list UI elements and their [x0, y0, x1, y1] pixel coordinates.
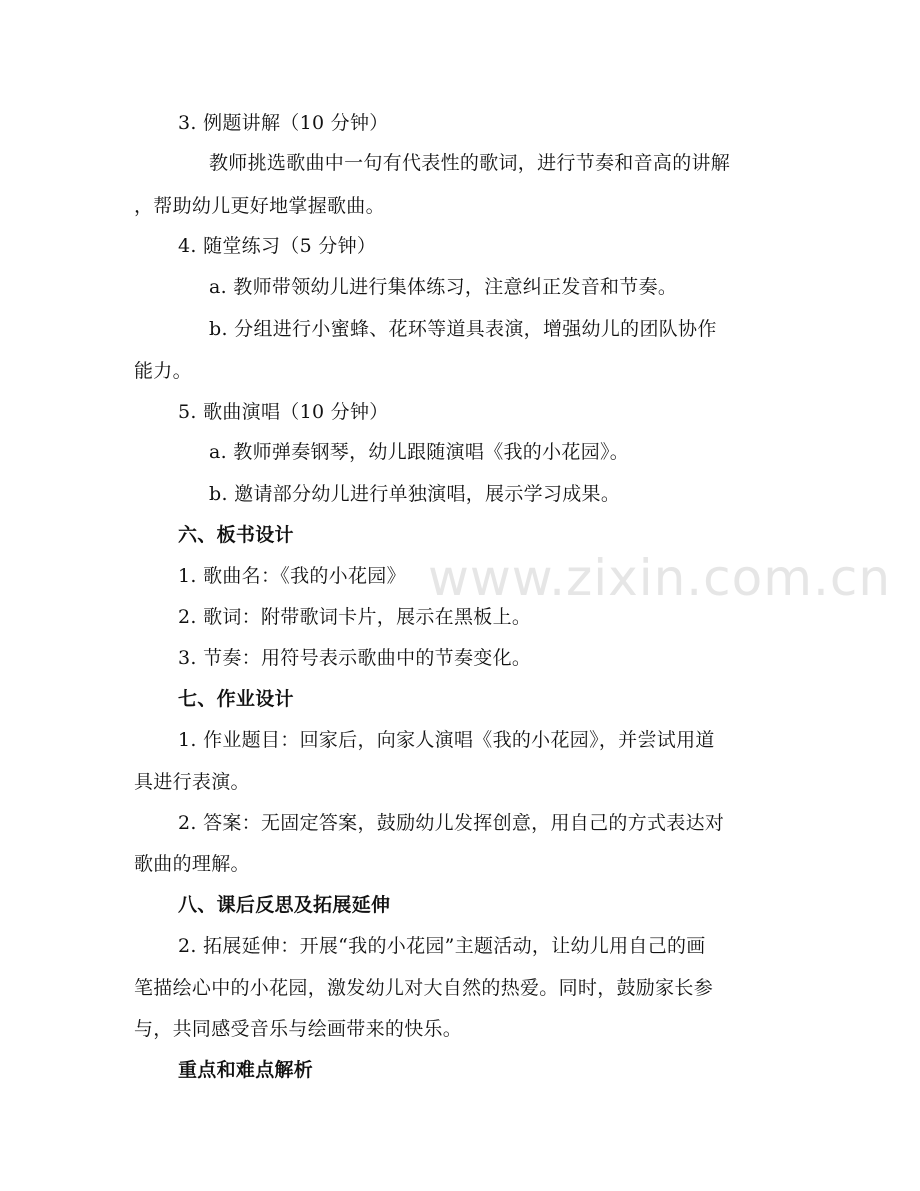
- list-item: 2. 歌词：附带歌词卡片，展示在黑板上。: [178, 606, 532, 628]
- paragraph-line: 笔描绘心中的小花园，激发幼儿对大自然的热爱。同时，鼓励家长参: [134, 977, 714, 999]
- section-heading-8: 八、课后反思及拓展延伸: [178, 894, 391, 916]
- item-4-heading: 4. 随堂练习（5 分钟）: [178, 235, 377, 257]
- sub-item-a: a. 教师带领幼儿进行集体练习，注意纠正发音和节奏。: [209, 276, 678, 298]
- list-item: 1. 作业题目：回家后，向家人演唱《我的小花园》，并尝试用道: [178, 729, 715, 751]
- list-item: 2. 答案：无固定答案，鼓励幼儿发挥创意，用自己的方式表达对: [178, 812, 725, 834]
- sub-item-a: a. 教师弹奏钢琴，幼儿跟随演唱《我的小花园》。: [209, 441, 630, 463]
- list-item: 2. 拓展延伸：开展“我的小花园”主题活动，让幼儿用自己的画: [178, 935, 706, 957]
- section-heading-6: 六、板书设计: [178, 524, 294, 546]
- list-item: 3. 节奏：用符号表示歌曲中的节奏变化。: [178, 647, 532, 669]
- paragraph-line: 教师挑选歌曲中一句有代表性的歌词，进行节奏和音高的讲解: [209, 152, 731, 174]
- paragraph-line: 能力。: [134, 360, 192, 382]
- watermark: www.zixin.com.cn: [428, 549, 892, 607]
- sub-item-b: b. 邀请部分幼儿进行单独演唱，展示学习成果。: [209, 483, 621, 505]
- item-5-heading: 5. 歌曲演唱（10 分钟）: [178, 401, 389, 423]
- section-heading-7: 七、作业设计: [178, 688, 294, 710]
- sub-item-b: b. 分组进行小蜜蜂、花环等道具表演，增强幼儿的团队协作: [209, 318, 717, 340]
- list-item: 1. 歌曲名：《我的小花园》: [178, 565, 406, 587]
- paragraph-line: 与，共同感受音乐与绘画带来的快乐。: [134, 1018, 463, 1040]
- paragraph-line: ，帮助幼儿更好地掌握歌曲。: [134, 195, 385, 217]
- section-heading-key-points: 重点和难点解析: [178, 1059, 314, 1081]
- paragraph-line: 具进行表演。: [134, 771, 250, 793]
- paragraph-line: 歌曲的理解。: [134, 853, 250, 875]
- item-3-heading: 3. 例题讲解（10 分钟）: [178, 112, 389, 134]
